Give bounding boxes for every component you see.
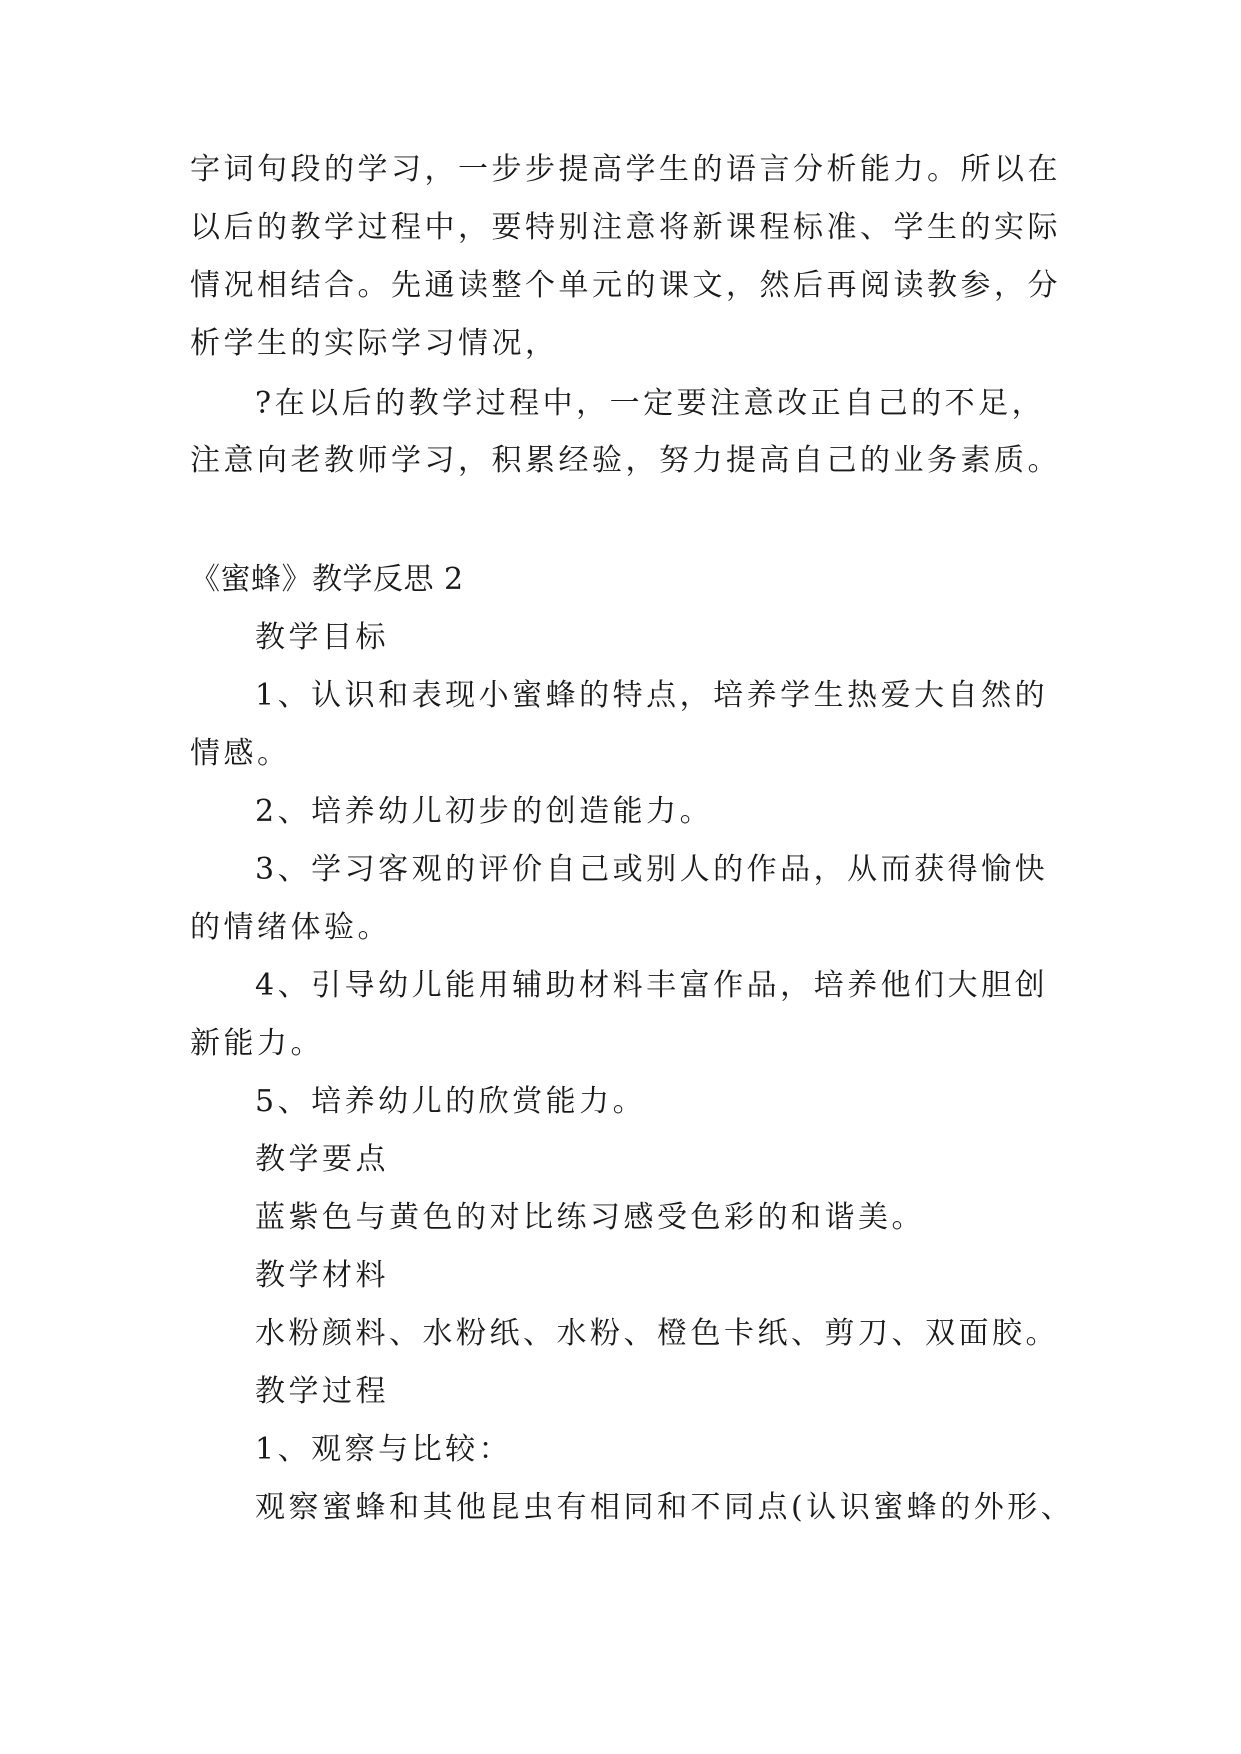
paragraph-line: 注意向老教师学习，积累经验，努力提高自己的业务素质。 [190, 443, 1061, 478]
list-item: 4、引导幼儿能用辅助材料丰富作品，培养他们大胆创 [255, 968, 1049, 1003]
list-item: 1、观察与比较： [255, 1432, 513, 1467]
paragraph-line: 观察蜜蜂和其他昆虫有相同和不同点(认识蜜蜂的外形、 [255, 1490, 1075, 1525]
list-item: 2、培养幼儿初步的创造能力。 [255, 794, 714, 829]
list-item: 1、认识和表现小蜜蜂的特点，培养学生热爱大自然的 [255, 678, 1049, 713]
list-item-continuation: 新能力。 [190, 1026, 324, 1061]
list-item: 5、培养幼儿的欣赏能力。 [255, 1084, 647, 1119]
paragraph-line: 以后的教学过程中，要特别注意将新课程标准、学生的实际 [190, 210, 1061, 245]
paragraph-line: 字词句段的学习，一步步提高学生的语言分析能力。所以在 [190, 152, 1061, 187]
subheading: 教学目标 [255, 620, 389, 655]
paragraph-line: 情况相结合。先通读整个单元的课文，然后再阅读教参，分 [190, 268, 1061, 303]
list-item-continuation: 情感。 [190, 736, 291, 771]
paragraph-line: ?在以后的教学过程中，一定要注意改正自己的不足， [255, 386, 1046, 421]
subheading: 教学材料 [255, 1258, 389, 1293]
paragraph-line: 蓝紫色与黄色的对比练习感受色彩的和谐美。 [255, 1200, 925, 1235]
paragraph-line: 水粉颜料、水粉纸、水粉、橙色卡纸、剪刀、双面胶。 [255, 1316, 1059, 1351]
subheading: 教学过程 [255, 1374, 389, 1409]
paragraph-line: 析学生的实际学习情况， [190, 326, 559, 361]
list-item: 3、学习客观的评价自己或别人的作品，从而获得愉快 [255, 852, 1049, 887]
list-item-continuation: 的情绪体验。 [190, 910, 391, 945]
subheading: 教学要点 [255, 1142, 389, 1177]
section-heading: 《蜜蜂》教学反思 2 [190, 562, 464, 597]
